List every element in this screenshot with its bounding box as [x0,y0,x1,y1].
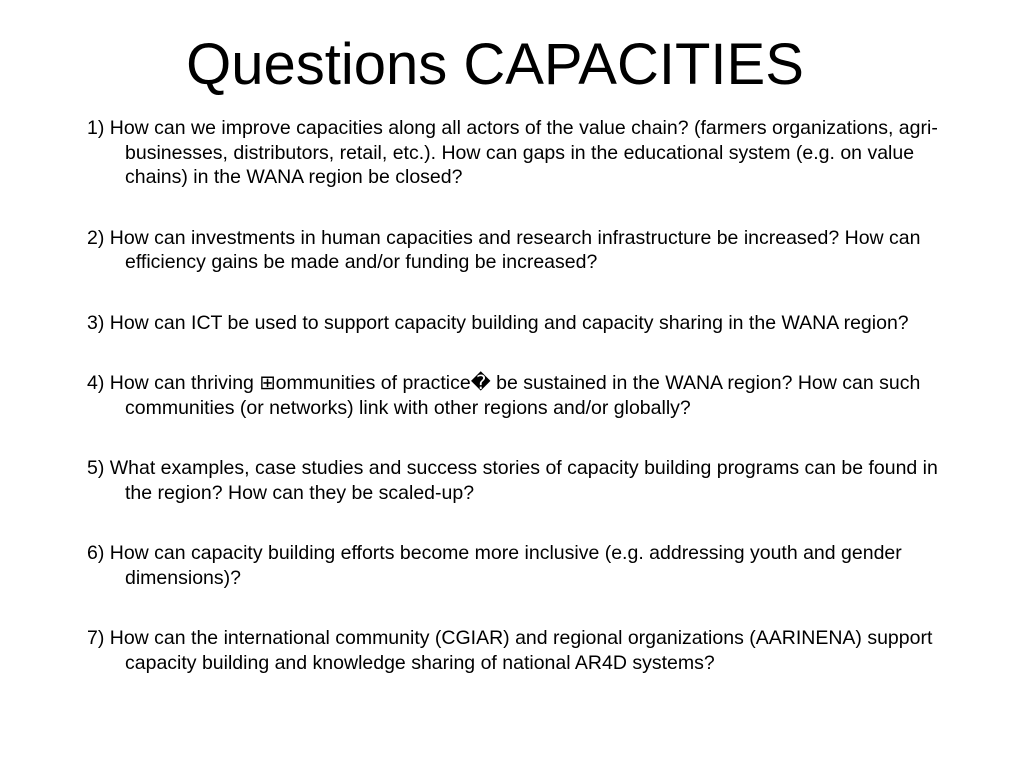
question-3: 3) How can ICT be used to support capacity building and capacity sharing in the WANA region? [87,311,909,334]
question-2: 2) How can investments in human capacities and research infrastructure be increased? How can efficiency gains be made and/or funding be increased? [87,226,921,273]
question-6: 6) How can capacity building efforts become more inclusive (e.g. addressing youth and gender dimensions)? [87,542,902,589]
question-7: 7) How can the international community (CGIAR) and regional organizations (AARINENA) support capacity building and knowledge sharing of national AR4D systems? [87,627,933,674]
slide-title: Questions CAPACITIES [186,32,804,97]
question-5: 5) What examples, case studies and success stories of capacity building programs can be found in the region? How can they be scaled-up? [87,457,938,504]
question-1: 1) How can we improve capacities along all actors of the value chain? (farmers organizations, agri-businesses, distributors, retail, etc.). How can gaps in the educational system (e.g. on value chains) in the WANA region be closed? [87,117,938,188]
question-list [87,116,967,675]
question-4: 4) How can thriving ⊞ommunities of practice� be sustained in the WANA region? How can such communities (or networks) link with other regions and/or globally? [87,372,921,419]
